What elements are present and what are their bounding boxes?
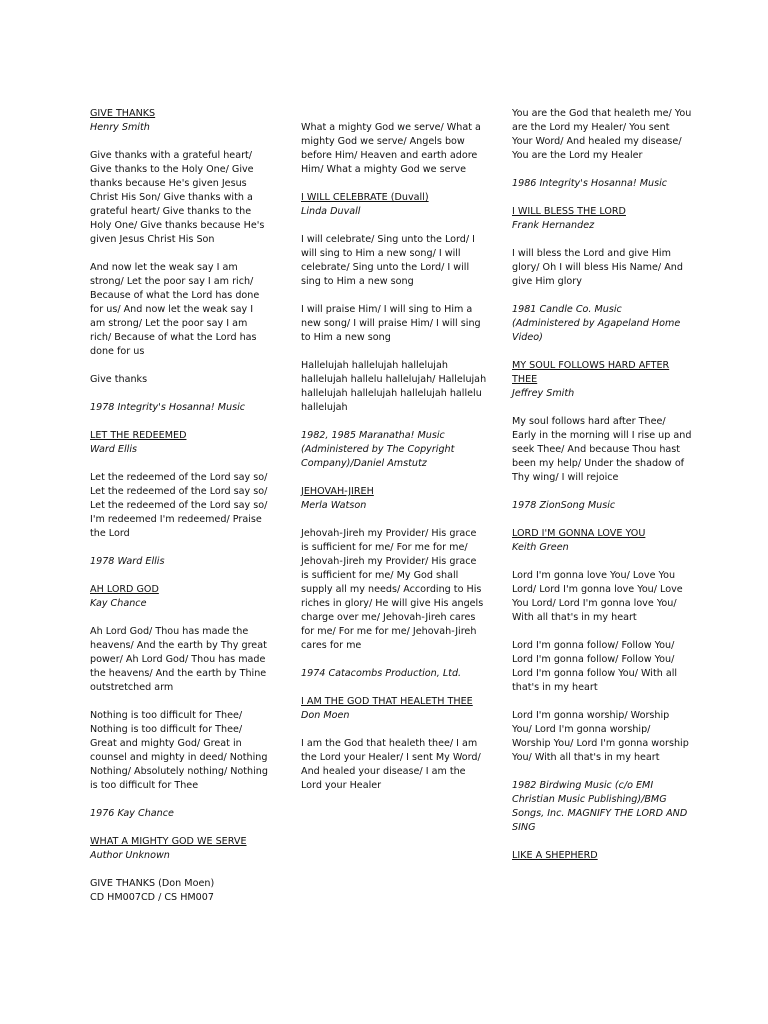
lyric-verse: Give thanks with a grateful heart/ Give thanks to the Holy One/ Give thanks because He's given Jesus Christ His Son/ Give thanks with a grateful heart/ Give thanks to the Holy One/ Give thanks because He's given Jesus Christ His Son <box>90 150 265 245</box>
song-author: Jeffrey Smith <box>512 388 575 399</box>
song-title: LET THE REDEEMED <box>90 430 187 441</box>
copyright: 1978 Ward Ellis <box>90 556 165 567</box>
column-1 <box>90 107 270 905</box>
song-author: Kay Chance <box>90 598 147 609</box>
song-title: GIVE THANKS <box>90 108 156 119</box>
copyright: 1978 ZionSong Music <box>512 500 616 511</box>
copyright: 1982, 1985 Maranatha! Music (Administered by The Copyright Company)/Daniel Amstutz <box>301 430 455 469</box>
column-2 <box>301 121 487 807</box>
song-title: JEHOVAH-JIREH <box>301 486 374 497</box>
song-author: Don Moen <box>301 710 350 721</box>
song-title: LORD I'M GONNA LOVE YOU <box>512 528 646 539</box>
song-title: WHAT A MIGHTY GOD WE SERVE <box>90 836 247 847</box>
song-title: I WILL CELEBRATE (Duvall) <box>301 192 429 203</box>
copyright: 1974 Catacombs Production, Ltd. <box>301 668 462 679</box>
lyric-verse: I will bless the Lord and give Him glory/ Oh I will bless His Name/ And give Him glory <box>512 248 683 287</box>
lyric-verse: Let the redeemed of the Lord say so/ Let the redeemed of the Lord say so/ Let the redeemed of the Lord say so/ I'm redeemed I'm redeemed/ Praise the Lord <box>90 472 268 539</box>
lyric-verse: Hallelujah hallelujah hallelujah hallelujah hallelu hallelujah/ Hallelujah hallelujah hallelujah hallelujah hallelu hallelujah <box>301 360 487 413</box>
lyric-verse: My soul follows hard after Thee/ Early in the morning will I rise up and seek Thee/ And because Thou hast been my help/ Under the shadow of Thy wing/ I will rejoice <box>512 416 692 483</box>
copyright: 1982 Birdwing Music (c/o EMI Christian Music Publishing)/BMG Songs, Inc. MAGNIFY THE LORD AND SING <box>512 780 688 833</box>
song-title: LIKE A SHEPHERD <box>512 850 598 861</box>
album-catalog: CD HM007CD / CS HM007 <box>90 892 214 903</box>
song-author: Henry Smith <box>90 122 150 133</box>
lyric-verse: Jehovah-Jireh my Provider/ His grace is sufficient for me/ For me for me/ Jehovah-Jireh my Provider/ His grace is sufficient for me/ My God shall supply all my needs/ According to His riches in glory/ He will give His angels charge over me/ Jehovah-Jireh cares for me/ For me for me/ Jehovah-Jireh cares for me <box>301 528 484 651</box>
song-title: I AM THE GOD THAT HEALETH THEE <box>301 696 473 707</box>
lyric-verse: And now let the weak say I am strong/ Let the poor say I am rich/ Because of what the Lord has done for us/ And now let the weak say I am strong/ Let the poor say I am rich/ Because of what the Lord has done for us <box>90 262 260 357</box>
lyric-verse: Lord I'm gonna worship/ Worship You/ Lord I'm gonna worship/ Worship You/ Lord I'm gonna worship You/ With all that's in my heart <box>512 710 689 763</box>
song-author: Ward Ellis <box>90 444 137 455</box>
album-title: GIVE THANKS (Don Moen) <box>90 878 215 889</box>
lyric-verse: Ah Lord God/ Thou has made the heavens/ And the earth by Thy great power/ Ah Lord God/ Thou has made the heavens/ And the earth by Thine outstretched arm <box>90 626 267 693</box>
lyric-verse: Lord I'm gonna love You/ Love You Lord/ Lord I'm gonna love You/ Love You Lord/ Lord I'm gonna love You/ With all that's in my heart <box>512 570 683 623</box>
lyric-verse: You are the God that healeth me/ You are the Lord my Healer/ You sent Your Word/ And healed my disease/ You are the Lord my Healer <box>512 108 692 161</box>
copyright: 1978 Integrity's Hosanna! Music <box>90 402 246 413</box>
lyric-verse: I am the God that healeth thee/ I am the Lord your Healer/ I sent My Word/ And healed your disease/ I am the Lord your Healer <box>301 738 481 791</box>
lyric-verse: I will celebrate/ Sing unto the Lord/ I will sing to Him a new song/ I will celebrate/ Sing unto the Lord/ I will sing to Him a new song <box>301 234 476 287</box>
song-title: MY SOUL FOLLOWS HARD AFTER THEE <box>512 360 670 385</box>
lyric-verse: Give thanks <box>90 374 148 385</box>
song-title: I WILL BLESS THE LORD <box>512 206 626 217</box>
song-author: Frank Hernandez <box>512 220 595 231</box>
song-title: AH LORD GOD <box>90 584 159 595</box>
copyright: 1986 Integrity's Hosanna! Music <box>512 178 668 189</box>
lyric-verse: Nothing is too difficult for Thee/ Nothing is too difficult for Thee/ Great and mighty God/ Great in counsel and mighty in deed/ Nothing Nothing/ Absolutely nothing/ Nothing is too difficult for Thee <box>90 710 268 791</box>
lyric-verse: Lord I'm gonna follow/ Follow You/ Lord I'm gonna follow/ Follow You/ Lord I'm gonna follow You/ With all that's in my heart <box>512 640 678 693</box>
song-author: Author Unknown <box>90 850 170 861</box>
song-author: Merla Watson <box>301 500 367 511</box>
column-3 <box>512 107 692 863</box>
lyric-verse: I will praise Him/ I will sing to Him a new song/ I will praise Him/ I will sing to Him a new song <box>301 304 481 343</box>
copyright: 1981 Candle Co. Music (Administered by Agapeland Home Video) <box>512 304 681 343</box>
copyright: 1976 Kay Chance <box>90 808 174 819</box>
lyric-verse: What a mighty God we serve/ What a mighty God we serve/ Angels bow before Him/ Heaven and earth adore Him/ What a mighty God we serve <box>301 122 481 175</box>
song-author: Linda Duvall <box>301 206 361 217</box>
song-author: Keith Green <box>512 542 569 553</box>
